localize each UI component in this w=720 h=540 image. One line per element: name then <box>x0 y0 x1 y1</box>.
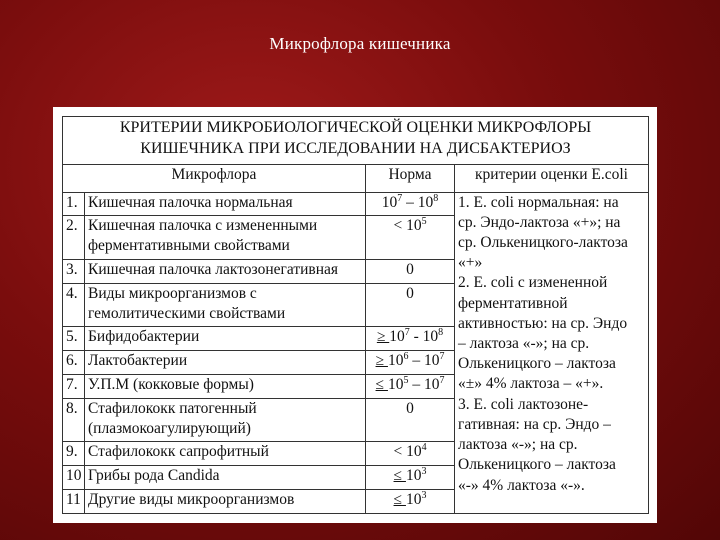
flora-name: Стафилококк сапрофитный <box>85 442 366 466</box>
norm-value: ≤ $10^5 - 10^7$ <box>366 375 455 399</box>
column-header-norm: Норма <box>366 164 455 192</box>
flora-name: Кишечная палочка лактозонегативная <box>85 260 366 284</box>
criteria-line: «+» <box>458 254 483 272</box>
criteria-line: лактоза «-»; на ср. <box>458 436 578 454</box>
flora-name: Стафилококк патогенный (плазмокоагулирующий) <box>85 398 366 442</box>
norm-value: ≤ $10^3$ <box>366 490 455 514</box>
norm-value: $10^7 - 10^8$ <box>366 192 455 216</box>
row-number: 2. <box>63 216 85 260</box>
criteria-line: гативная: на ср. Эндо – <box>458 415 611 433</box>
row-number: 6. <box>63 351 85 375</box>
table-title-line-1: КРИТЕРИИ МИКРОБИОЛОГИЧЕСКОЙ ОЦЕНКИ МИКРОФЛОРЫ <box>119 119 592 136</box>
norm-value: 0 <box>366 283 455 327</box>
row-number: 5. <box>63 327 85 351</box>
table-page <box>53 107 657 523</box>
table-title <box>63 117 649 165</box>
row-number: 11 <box>63 490 85 514</box>
criteria-line: ср. Эндо-лактоза «+»; на <box>458 213 621 231</box>
criteria-description <box>455 192 649 513</box>
column-header-criteria: критерии оценки E.coli <box>455 164 649 192</box>
row-number: 8. <box>63 398 85 442</box>
norm-value: ≥ $10^6 - 10^7$ <box>366 351 455 375</box>
norm-value: < $10^4$ <box>366 442 455 466</box>
row-number: 9. <box>63 442 85 466</box>
flora-name: Лактобактерии <box>85 351 366 375</box>
criteria-line: «±» 4% лактоза – «+». <box>458 375 604 393</box>
flora-name: У.П.М (кокковые формы) <box>85 375 366 399</box>
flora-name: Бифидобактерии <box>85 327 366 351</box>
criteria-line: 3. E. coli лактозоне- <box>458 395 589 413</box>
column-header-row <box>63 164 649 192</box>
table-row <box>63 192 649 216</box>
row-number: 4. <box>63 283 85 327</box>
criteria-line: ферментативной <box>458 294 568 312</box>
flora-name: Кишечная палочка с измененными ферментативными свойствами <box>85 216 366 260</box>
criteria-line: 2. E. coli с измененной <box>458 274 608 292</box>
row-number: 10 <box>63 466 85 490</box>
norm-value: < $10^5$ <box>366 216 455 260</box>
criteria-line: – лактоза «-»; на ср. <box>458 335 590 353</box>
criteria-table <box>62 116 649 514</box>
table-title-line-2: КИШЕЧНИКА ПРИ ИССЛЕДОВАНИИ НА ДИСБАКТЕРИОЗ <box>140 140 571 157</box>
row-number: 7. <box>63 375 85 399</box>
criteria-line: ср. Олькеницкого-лактоза <box>458 234 628 252</box>
column-header-flora: Микрофлора <box>63 164 366 192</box>
row-number: 3. <box>63 260 85 284</box>
criteria-line: Олькеницкого – лактоза <box>458 355 616 373</box>
table-title-row <box>63 117 649 165</box>
slide-title: Микрофлора кишечника <box>269 34 451 53</box>
criteria-line: Олькеницкого – лактоза <box>458 456 616 474</box>
norm-value: 0 <box>366 260 455 284</box>
norm-value: ≥ $10^7 - 10^8$ <box>366 327 455 351</box>
flora-name: Другие виды микроорганизмов <box>85 490 366 514</box>
criteria-line: «-» 4% лактоза «-». <box>458 476 585 494</box>
criteria-line: активностью: на ср. Эндо <box>458 314 628 332</box>
flora-name: Грибы рода Candida <box>85 466 366 490</box>
norm-value: 0 <box>366 398 455 442</box>
flora-name: Виды микроорганизмов с гемолитическими свойствами <box>85 283 366 327</box>
flora-name: Кишечная палочка нормальная <box>85 192 366 216</box>
criteria-line: 1. E. coli нормальная: на <box>458 193 619 211</box>
norm-value: ≤ $10^3$ <box>366 466 455 490</box>
row-number: 1. <box>63 192 85 216</box>
